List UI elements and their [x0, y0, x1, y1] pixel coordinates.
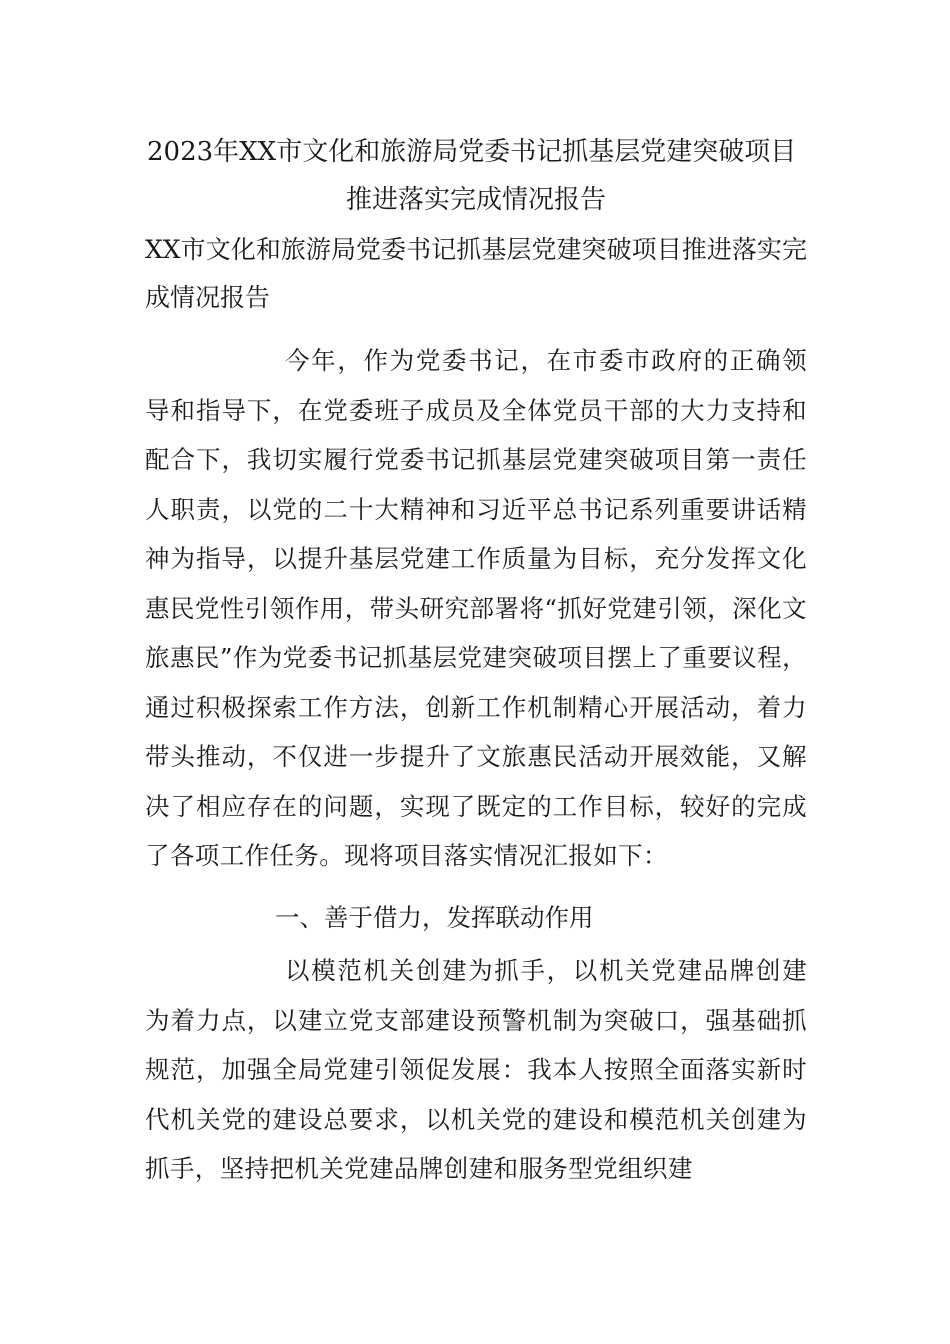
section-heading-1: 一、善于借力，发挥联动作用	[275, 902, 594, 932]
document-subtitle: XX市文化和旅游局党委书记抓基层党建突破项目推进落实完成情况报告	[145, 235, 807, 312]
document-body	[145, 128, 807, 1194]
document-title-line-1: 2023年XX市文化和旅游局党委书记抓基层党建突破项目	[147, 137, 797, 167]
paragraph-intro: 今年，作为党委书记，在市委市政府的正确领导和指导下，在党委班子成员及全体党员干部的大力支持和配合下，我切实履行党委书记抓基层党建突破项目第一责任人职责，以党的二十大精神和习近平总书记系列重要讲话精神为指导，以提升基层党建工作质量为目标，充分发挥文化惠民党性引领作用，带头研究部署将“抓好党建引领，深化文旅惠民”作为党委书记抓基层党建突破项目摆上了重要议程，通过积极探索工作方法，创新工作机制精心开展活动，着力带头推动，不仅进一步提升了文旅惠民活动开展效能，又解决了相应存在的问题，实现了既定的工作目标，较好的完成了各项工作任务。现将项目落实情况汇报如下：	[145, 346, 807, 870]
paragraph-section-1: 以模范机关创建为抓手，以机关党建品牌创建为着力点，以建立党支部建设预警机制为突破口，强基础抓规范，加强全局党建引领促发展：我本人按照全面落实新时代机关党的建设总要求，以机关党的建设和模范机关创建为抓手，坚持把机关党建品牌创建和服务型党组织建	[145, 956, 807, 1183]
document-title-line-2: 推进落实完成情况报告	[345, 185, 606, 215]
